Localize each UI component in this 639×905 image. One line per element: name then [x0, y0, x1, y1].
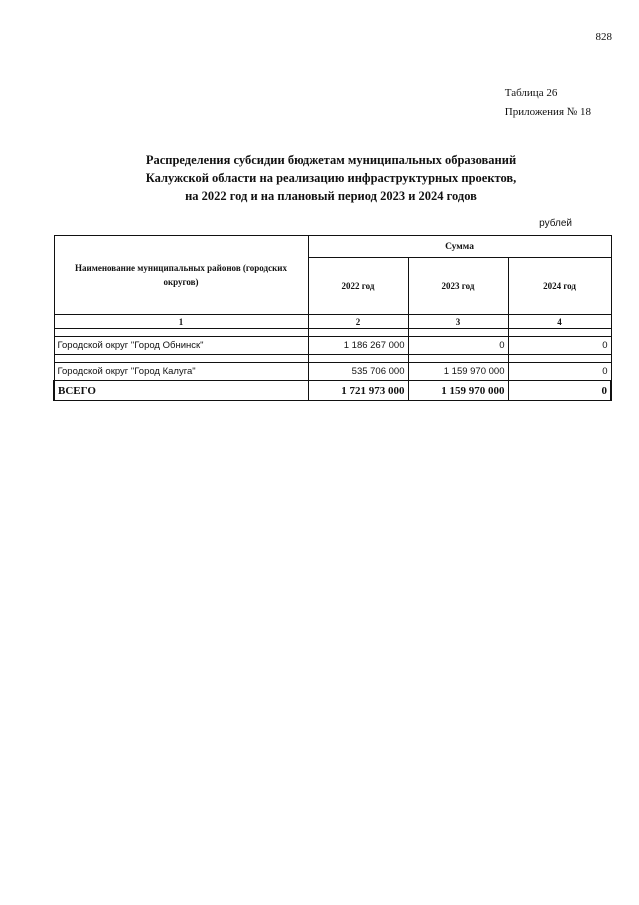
column-number: 3 — [408, 315, 508, 329]
header-sum: Сумма — [308, 236, 611, 258]
title-line1: Распределения субсидии бюджетам муниципальных образований — [145, 153, 517, 167]
column-number: 2 — [308, 315, 408, 329]
spacer-cell — [508, 329, 611, 337]
row-value-2023: 0 — [408, 337, 508, 355]
row-value-2024: 0 — [508, 337, 611, 355]
column-number: 1 — [54, 315, 308, 329]
subsidy-table — [53, 235, 612, 401]
column-number: 4 — [508, 315, 611, 329]
spacer-row — [54, 355, 611, 363]
header-year-2023: 2023 год — [408, 258, 508, 315]
spacer-cell — [308, 329, 408, 337]
spacer-cell — [308, 355, 408, 363]
table-row — [54, 337, 611, 355]
document-title — [60, 151, 602, 205]
page-number: 828 — [595, 31, 612, 43]
total-label: ВСЕГО — [54, 381, 308, 401]
header-name: Наименование муниципальных районов (городских округов) — [54, 236, 308, 315]
spacer-row — [54, 329, 611, 337]
row-value-2024: 0 — [508, 363, 611, 381]
total-value-2023: 1 159 970 000 — [408, 381, 508, 401]
spacer-cell — [508, 355, 611, 363]
row-name: Городской округ "Город Калуга" — [54, 363, 308, 381]
spacer-cell — [408, 329, 508, 337]
column-number-row — [54, 315, 611, 329]
spacer-cell — [54, 355, 308, 363]
table-reference — [505, 84, 591, 122]
spacer-cell — [408, 355, 508, 363]
units-label: рублей — [539, 218, 572, 229]
total-value-2022: 1 721 973 000 — [308, 381, 408, 401]
table-ref-line1: Таблица 26 — [504, 87, 558, 99]
spacer-cell — [54, 329, 308, 337]
row-value-2023: 1 159 970 000 — [408, 363, 508, 381]
total-row — [54, 381, 611, 401]
title-line2: Калужской области на реализацию инфраструктурных проектов, — [145, 171, 517, 185]
row-value-2022: 1 186 267 000 — [308, 337, 408, 355]
title-line3: на 2022 год и на плановый период 2023 и 2024 годов — [185, 189, 477, 203]
total-value-2024: 0 — [508, 381, 611, 401]
header-year-2022: 2022 год — [308, 258, 408, 315]
table-ref-line2: Приложения № 18 — [504, 106, 591, 118]
table-row — [54, 363, 611, 381]
row-name: Городской округ "Город Обнинск" — [54, 337, 308, 355]
row-value-2022: 535 706 000 — [308, 363, 408, 381]
header-year-2024: 2024 год — [508, 258, 611, 315]
